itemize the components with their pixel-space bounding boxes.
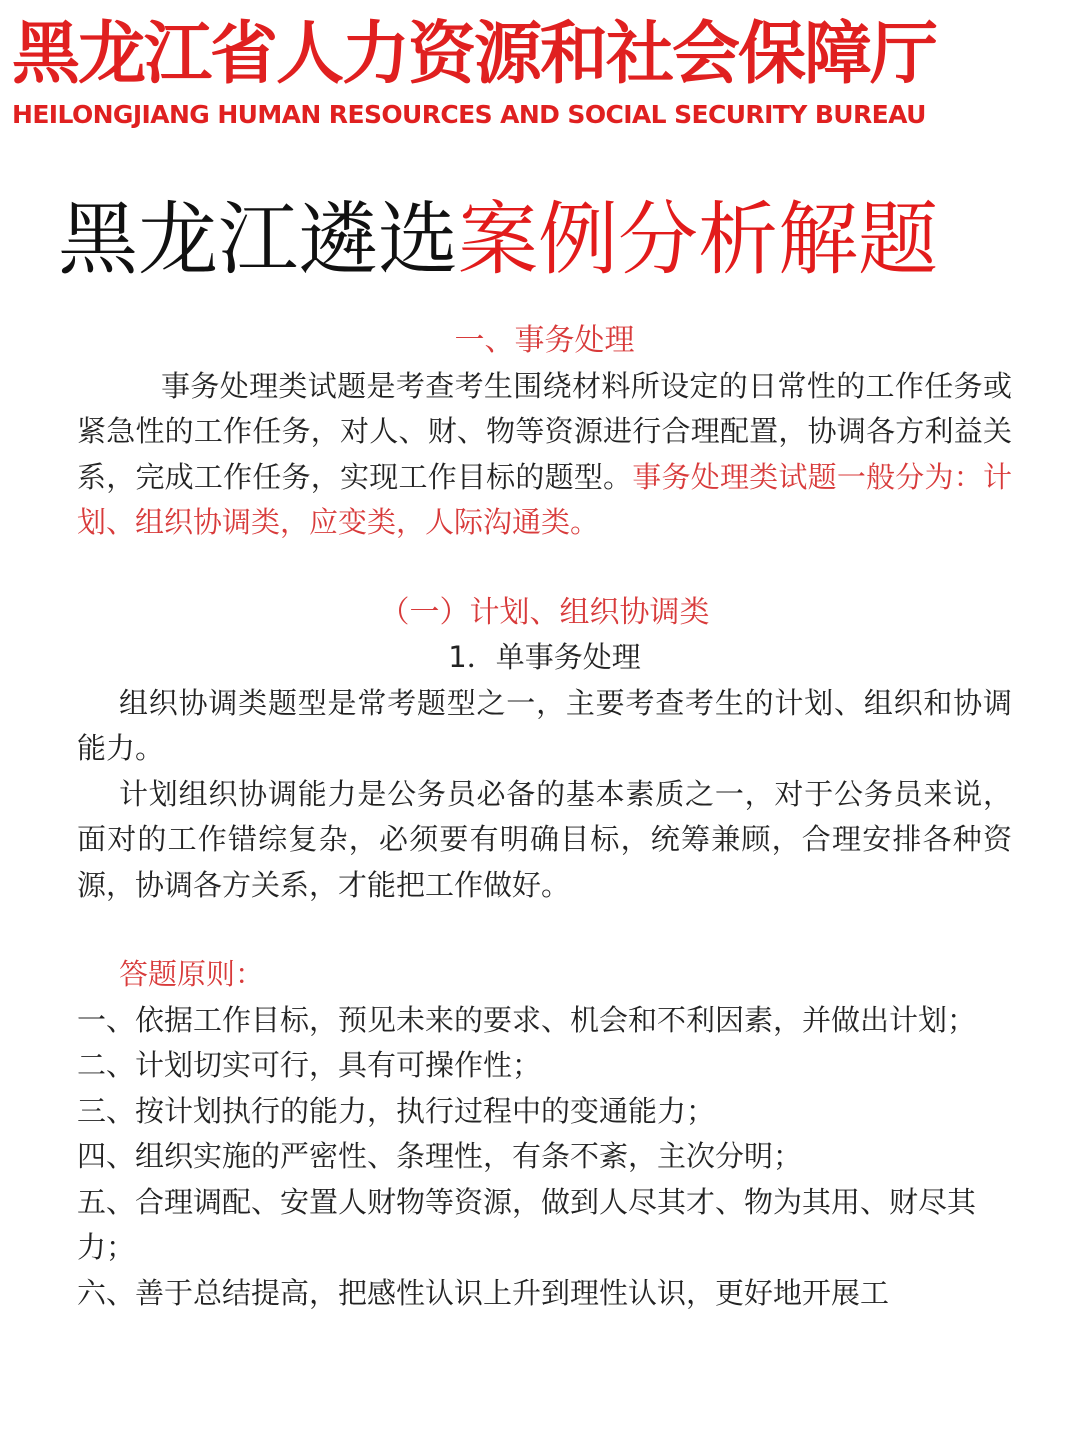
subsection-subheading: 1．单事务处理 [448,640,641,674]
title-red-part: 案例分析解题 [458,193,938,286]
principle-item: 二、计划切实可行，具有可操作性； [77,1048,542,1082]
principle-item: 一、依据工作目标，预见未来的要求、机会和不利因素，并做出计划； [77,1002,977,1037]
bureau-name-chinese: 黑龙江省人力资源和社会保障厅 [12,15,937,94]
spacer [77,546,1012,590]
article-body [77,318,1012,1316]
page-title [58,192,938,288]
paragraph-highlight: 事务处理类试题一般分为：计划、组织协调类，应变类，人际沟通类。 [77,459,1012,539]
section-heading: 一、事务处理 [454,323,635,358]
paragraph-text: 事务处理类试题是考查考生围绕材料所设定的日常性的工作任务或紧急性的工作任务，对人、财、物等资源进行合理配置，协调各方利益关系，完成工作任务，实现工作目标的题型。 [77,368,1012,494]
subsection-heading: （一）计划、组织协调类 [379,594,710,630]
principles-heading: 答题原则： [119,957,265,991]
principle-item: 三、按计划执行的能力，执行过程中的变通能力； [77,1093,716,1128]
principle-item: 五、合理调配、安置人财物等资源，做到人尽其才、物为其用、财尽其力； [77,1184,977,1264]
title-black-part: 黑龙江遴选 [58,193,458,286]
spacer [77,908,1012,952]
subsection-paragraph-2: 计划组织协调能力是公务员必备的基本素质之一，对于公务员来说，面对的工作错综复杂，必须要有明确目标，统筹兼顾，合理安排各种资源，协调各方关系，才能把工作做好。 [77,776,1012,902]
principle-item: 四、组织实施的严密性、条理性，有条不紊，主次分明； [77,1139,803,1173]
bureau-name-english: HEILONGJIANG HUMAN RESOURCES AND SOCIAL SECURITY BUREAU [12,100,926,129]
subsection-paragraph-1: 组织协调类题型是常考题型之一，主要考查考生的计划、组织和协调能力。 [77,685,1012,765]
section-paragraph [77,364,1012,546]
bureau-header [12,16,1062,130]
principle-item: 六、善于总结提高，把感性认识上升到理性认识，更好地开展工 [77,1275,890,1310]
